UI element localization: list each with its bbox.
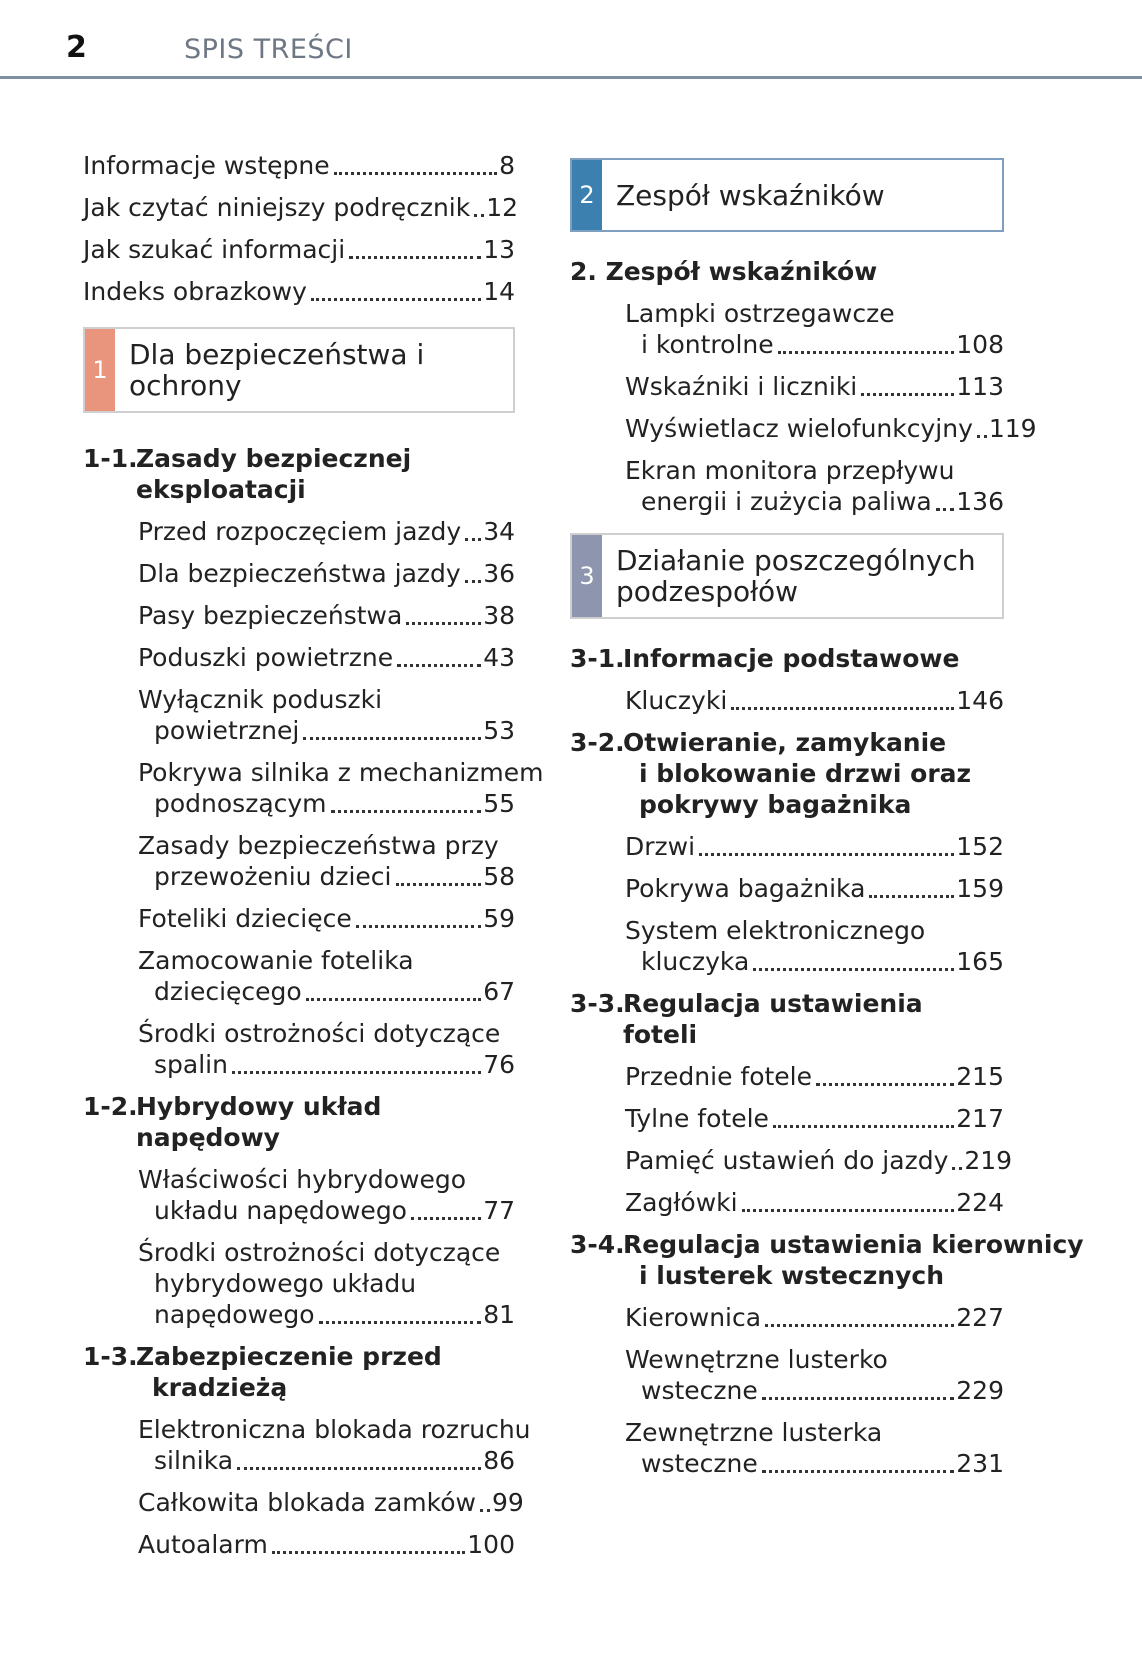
chapter-number-tab: 2 (572, 160, 602, 230)
toc-entry[interactable]: Dla bezpieczeństwa jazdy 36 (138, 559, 515, 588)
toc-entry[interactable]: Pokrywa bagażnika 159 (625, 874, 1004, 903)
chapter-title: Zespół wskaźników (616, 178, 885, 212)
toc-entry[interactable]: Drzwi 152 (625, 832, 1004, 861)
toc-entry[interactable]: Wyłącznik poduszki powietrznej 53 (138, 685, 515, 745)
chapter-number-tab: 1 (85, 329, 115, 411)
toc-entry[interactable]: Przed rozpoczęciem jazdy 34 (138, 517, 515, 546)
toc-entry[interactable]: Zagłówki 224 (625, 1188, 1004, 1217)
toc-entry[interactable]: Ekran monitora przepływu energii i zużycia paliwa 136 (625, 456, 1004, 516)
toc-entry[interactable]: Tylne fotele 217 (625, 1104, 1004, 1133)
toc-entry[interactable]: Pamięć ustawień do jazdy 219 (625, 1146, 1013, 1175)
section-heading[interactable]: 3-4. Regulacja ustawienia kierownicy i lusterek wstecznych (570, 1230, 1084, 1290)
section-heading[interactable]: 1-2. Hybrydowy układ napędowy (83, 1092, 382, 1152)
chapter-3-box[interactable] (570, 533, 1004, 619)
toc-entry[interactable]: Zamocowanie fotelika dziecięcego 67 (138, 946, 515, 1006)
header-divider (0, 76, 1142, 79)
toc-entry[interactable]: Informacje wstępne 8 (83, 151, 515, 180)
toc-entry[interactable]: Jak szukać informacji 13 (83, 235, 515, 264)
toc-entry[interactable]: Wskaźniki i liczniki 113 (625, 372, 1004, 401)
toc-entry[interactable]: Autoalarm 100 (138, 1530, 515, 1559)
toc-entry[interactable]: Pasy bezpieczeństwa 38 (138, 601, 515, 630)
toc-entry[interactable]: Wyświetlacz wielofunkcyjny 119 (625, 414, 1037, 443)
page-title: SPIS TREŚCI (184, 34, 353, 65)
section-heading[interactable]: 3-2. Otwieranie, zamykanie i blokowanie drzwi oraz pokrywy bagażnika (570, 728, 972, 819)
page-header (0, 0, 1142, 80)
toc-entry[interactable]: Indeks obrazkowy 14 (83, 277, 515, 306)
section-heading[interactable]: 1-1. Zasady bezpiecznej eksploatacji (83, 444, 412, 504)
section-heading[interactable]: 1-3. Zabezpieczenie przed kradzieżą (83, 1342, 442, 1402)
toc-entry[interactable]: Poduszki powietrzne 43 (138, 643, 515, 672)
section-heading[interactable]: 3-1. Informacje podstawowe (570, 644, 960, 673)
toc-entry[interactable]: Zasady bezpieczeństwa przy przewożeniu dzieci 58 (138, 831, 515, 891)
chapter-1-box[interactable] (83, 327, 515, 413)
page-number: 2 (66, 30, 87, 65)
chapter-2-box[interactable] (570, 158, 1004, 232)
toc-entry[interactable]: Środki ostrożności dotyczące hybrydowego układu napędowego 81 (138, 1238, 515, 1329)
section-heading[interactable]: 2. Zespół wskaźników (570, 257, 878, 286)
toc-left-column (83, 150, 544, 1571)
toc-entry[interactable]: Foteliki dziecięce 59 (138, 904, 515, 933)
toc-entry[interactable]: Lampki ostrzegawcze i kontrolne 108 (625, 299, 1004, 359)
toc-entry[interactable]: Środki ostrożności dotyczące spalin 76 (138, 1019, 515, 1079)
toc-entry[interactable]: Jak czytać niniejszy podręcznik 12 (83, 193, 519, 222)
toc-entry[interactable]: Właściwości hybrydowego układu napędowego 77 (138, 1165, 515, 1225)
chapter-number-tab: 3 (572, 535, 602, 617)
toc-entry[interactable]: Kluczyki 146 (625, 686, 1004, 715)
chapter-title: Dla bezpieczeństwa i ochrony (129, 338, 425, 402)
toc-entry[interactable]: Zewnętrzne lusterka wsteczne 231 (625, 1418, 1004, 1478)
section-heading[interactable]: 3-3. Regulacja ustawienia foteli (570, 989, 923, 1049)
chapter-title: Działanie poszczególnych podzespołów (616, 544, 976, 608)
toc-entry[interactable]: System elektronicznego kluczyka 165 (625, 916, 1004, 976)
toc-entry[interactable]: Pokrywa silnika z mechanizmem podnoszącym 55 (138, 758, 544, 818)
toc-entry[interactable]: Elektroniczna blokada rozruchu silnika 86 (138, 1415, 531, 1475)
toc-entry[interactable]: Kierownica 227 (625, 1303, 1004, 1332)
toc-right-column (570, 150, 1084, 1490)
toc-entry[interactable]: Przednie fotele 215 (625, 1062, 1004, 1091)
toc-entry[interactable]: Wewnętrzne lusterko wsteczne 229 (625, 1345, 1004, 1405)
toc-entry[interactable]: Całkowita blokada zamków 99 (138, 1488, 524, 1517)
